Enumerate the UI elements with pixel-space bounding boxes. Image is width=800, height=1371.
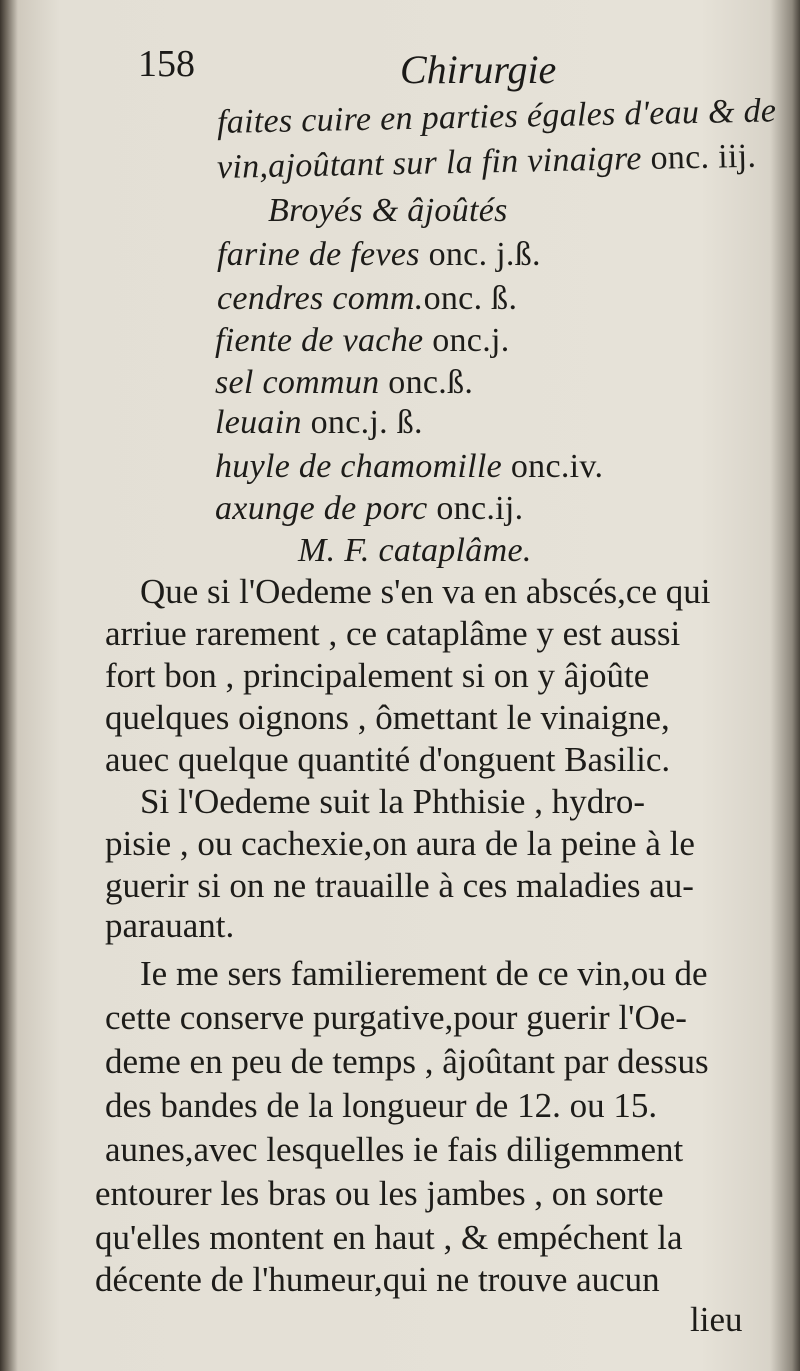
recipe-instruction: M. F. cataplâme. [298,532,532,569]
body-line: entourer les bras ou les jambes , on sorte [95,1174,664,1213]
body-line: auec quelque quantité d'onguent Basilic. [105,740,671,779]
recipe-line: vin,ajoûtant sur la fin vinaigre onc. iij. [216,137,757,186]
recipe-line: leuain onc.j. ß. [215,404,423,441]
recipe-line: farine de feves onc. j.ß. [217,236,541,273]
body-line: Que si l'Oedeme s'en va en abscés,ce qui [140,572,711,611]
body-line: pisie , ou cachexie,on aura de la peine à le [105,824,695,863]
body-line: quelques oignons , ômettant le vinaigne, [105,698,670,737]
recipe-line: cendres comm.onc. ß. [217,280,518,317]
body-line: aunes,avec lesquelles ie fais diligemment [105,1130,684,1169]
recipe-line: axunge de porc onc.ij. [215,490,524,527]
body-line: fort bon , principalement si on y âjoûte [105,656,650,695]
body-line: Si l'Oedeme suit la Phthisie , hydro- [140,782,646,821]
body-line: guerir si on ne trauaille à ces maladies au- [105,866,694,905]
recipe-line: fiente de vache onc.j. [215,322,510,359]
body-line: décente de l'humeur,qui ne trouve aucun [95,1260,660,1299]
recipe-line: faites cuire en parties égales d'eau & de [216,92,777,141]
running-title: Chirurgie [400,47,557,92]
recipe-line: huyle de chamomille onc.iv. [215,448,604,485]
body-line: arriue rarement , ce cataplâme y est aussi [105,614,681,653]
body-line: Ie me sers familierement de ce vin,ou de [140,954,708,993]
body-line: des bandes de la longueur de 12. ou 15. [105,1086,658,1125]
catchword: lieu [690,1300,743,1339]
recipe-line: sel commun onc.ß. [215,364,474,401]
body-line: qu'elles montent en haut , & empéchent la [95,1218,683,1257]
body-line: cette conserve purgative,pour guerir l'Oe- [105,998,687,1037]
page-number: 158 [138,43,195,85]
recipe-heading: Broyés & âjoûtés [268,192,508,229]
body-line: parauant. [105,906,235,945]
body-line: deme en peu de temps , âjoûtant par dessus [105,1042,709,1081]
